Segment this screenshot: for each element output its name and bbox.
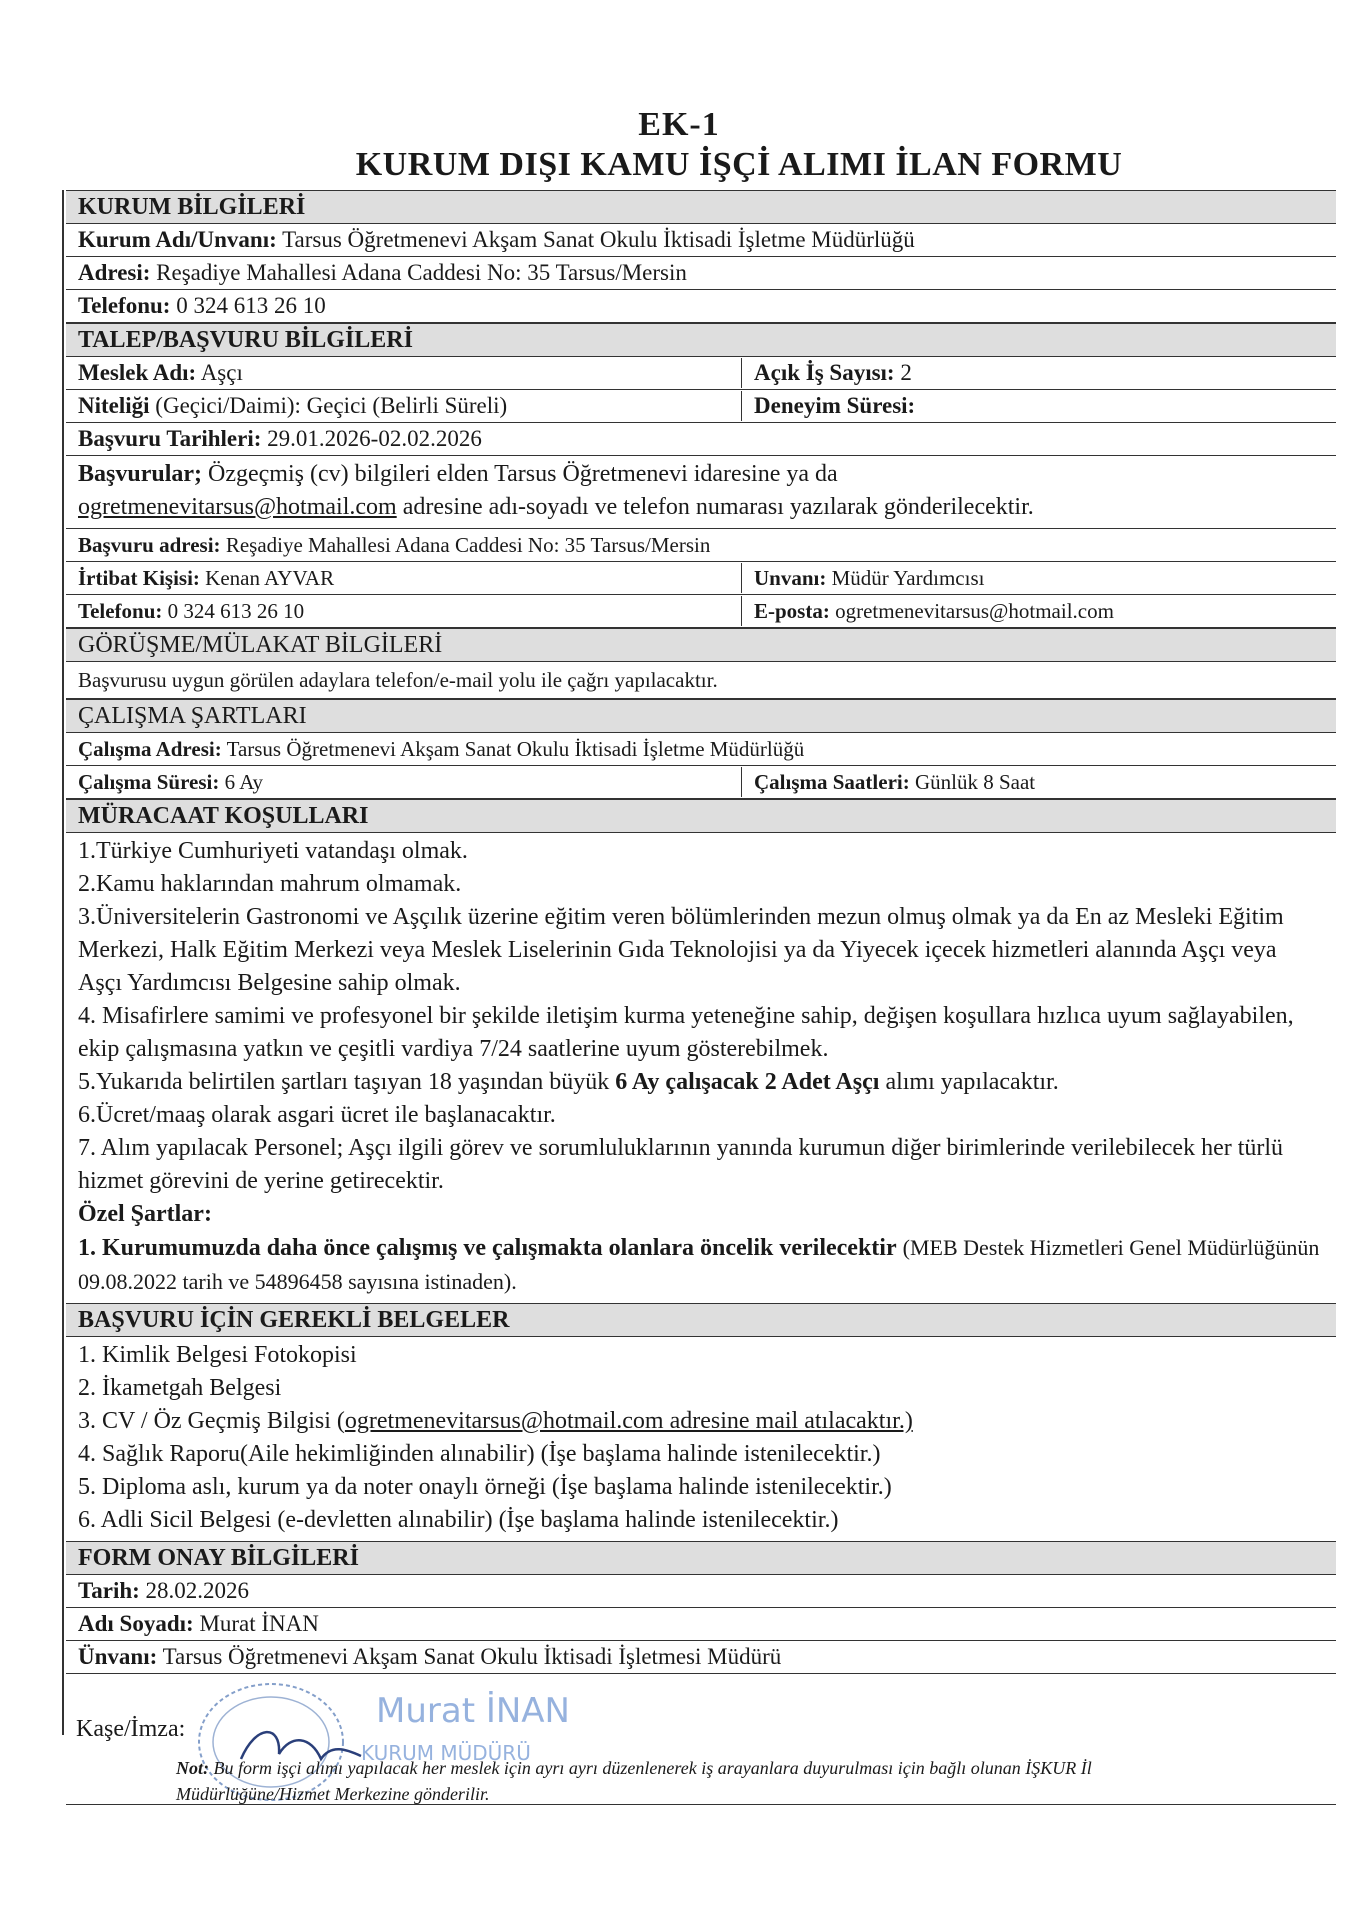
label: Kurum Adı/Unvanı:: [78, 227, 277, 252]
email-value: ogretmenevitarsus@hotmail.com: [835, 599, 1114, 623]
document-title: KURUM DIŞI KAMU İŞÇİ ALIMI İLAN FORMU: [355, 146, 1123, 183]
condition-3: 3.Üniversitelerin Gastronomi ve Aşçılık üzerine eğitim veren bölümlerinden mezun olmuş olmak ya da En az Mesleki Eğitim Merkezi, Halk Eğitim Merkezi veya Meslek Liselerinin Gıda Teknolojisi ya da Yiyecek içecek hizmetleri alanında Aşçı veya Aşçı Yardımcısı Belgesine sahip olmak.: [78, 904, 1284, 996]
basvuru-adres-row: Başvuru adresi: Reşadiye Mahallesi Adana Caddesi No: 35 Tarsus/Mersin: [66, 529, 1336, 562]
kurum-phone-row: Telefonu: 0 324 613 26 10: [66, 290, 1336, 323]
announcement-form: [66, 190, 1336, 1805]
irtibat-contact-row: Telefonu: 0 324 613 26 10 E-posta: ogretmenevitarsus@hotmail.com: [66, 595, 1336, 628]
onay-unvan-row: Ünvanı: Tarsus Öğretmenevi Akşam Sanat Okulu İktisadi İşletmesi Müdürü: [66, 1641, 1336, 1674]
document-2: 2. İkametgah Belgesi: [78, 1375, 282, 1401]
basvurular-block: Başvurular; Özgeçmiş (cv) bilgileri elden Tarsus Öğretmenevi idaresine ya da ogretmenevitarsus@hotmail.com adresine adı-soyadı ve telefon numarası yazılarak gönderilecektir.: [66, 456, 1336, 529]
calisma-adres-row: Çalışma Adresi: Tarsus Öğretmenevi Akşam Sanat Okulu İktisadi İşletme Müdürlüğü: [66, 733, 1336, 766]
belgeler-block: [66, 1337, 1336, 1542]
section-header-gorusme: GÖRÜŞME/MÜLAKAT BİLGİLERİ: [66, 628, 1336, 662]
left-border: [62, 190, 64, 1735]
calisma-sure-row: Çalışma Süresi: 6 Ay Çalışma Saatleri: Günlük 8 Saat: [66, 766, 1336, 799]
kurum-address-row: Adresi: Reşadiye Mahallesi Adana Caddesi No: 35 Tarsus/Mersin: [66, 257, 1336, 290]
document-1: 1. Kimlik Belgesi Fotokopisi: [78, 1342, 357, 1368]
document-code: EK-1: [638, 106, 720, 143]
document-5: 5. Diploma aslı, kurum ya da noter onaylı örneği (İşe başlama halinde istenilecektir.): [78, 1474, 892, 1500]
kase-label: Kaşe/İmza:: [76, 1716, 186, 1742]
stamp-title: KURUM MÜDÜRÜ: [361, 1741, 531, 1765]
condition-1: 1.Türkiye Cumhuriyeti vatandaşı olmak.: [78, 838, 468, 864]
condition-7: 7. Alım yapılacak Personel; Aşçı ilgili görev ve sorumluluklarının yanında kurumun diğer birimlerinde verilebilecek her türlü hizmet görevini de yerine getirecektir.: [78, 1135, 1284, 1194]
special-condition-1: 1. Kurumumuzda daha önce çalışmış ve çalışmakta olanlara öncelik verilecektir (MEB Destek Hizmetleri Genel Müdürlüğünün 09.08.2022 tarih ve 54896458 sayısına istinaden).: [78, 1235, 1320, 1294]
section-header-kurum: KURUM BİLGİLERİ: [66, 190, 1336, 224]
section-header-onay: FORM ONAY BİLGİLERİ: [66, 1542, 1336, 1575]
condition-4: 4. Misafirlere samimi ve profesyonel bir şekilde iletişim kurma yeteneğine sahip, değişen koşullara hızlıca uyum sağlayabilen, ekip çalışmasına yatkın ve çeşitli vardiya 7/24 saatlerine uyum gösterebilmek.: [78, 1003, 1294, 1062]
value: Tarsus Öğretmenevi Akşam Sanat Okulu İktisadi İşletme Müdürlüğü: [282, 227, 915, 252]
document-6: 6. Adli Sicil Belgesi (e-devletten alınabilir) (İşe başlama halinde istenilecektir.): [78, 1507, 839, 1533]
condition-2: 2.Kamu haklarından mahrum olmamak.: [78, 871, 462, 897]
stamp-name: Murat İNAN: [376, 1691, 570, 1731]
footnote: Not: Bu form işçi alımı yapılacak her meslek için ayrı ayrı düzenlenerek iş arayanlara duyurulması için bağlı olunan İŞKUR İl Müdürlüğüne/Hizmet Merkezine gönderilir.: [176, 1758, 1092, 1804]
onay-ad-row: Adı Soyadı: Murat İNAN: [66, 1608, 1336, 1641]
onay-tarih-row: Tarih: 28.02.2026: [66, 1575, 1336, 1608]
document-4: 4. Sağlık Raporu(Aile hekimliğinden alınabilir) (İşe başlama halinde istenilecektir.): [78, 1441, 881, 1467]
section-header-muracaat: MÜRACAAT KOŞULLARI: [66, 799, 1336, 833]
nitelik-row: Niteliği (Geçici/Daimi): Geçici (Belirli Süreli) Deneyim Süresi:: [66, 390, 1336, 423]
meslek-row: Meslek Adı: Aşçı Açık İş Sayısı: 2: [66, 357, 1336, 390]
document-3: 3. CV / Öz Geçmiş Bilgisi (ogretmenevitarsus@hotmail.com adresine mail atılacaktır.): [78, 1408, 913, 1434]
muracaat-block: [66, 833, 1336, 1304]
section-header-talep: TALEP/BAŞVURU BİLGİLERİ: [66, 323, 1336, 357]
basvuru-tarih-row: Başvuru Tarihleri: 29.01.2026-02.02.2026: [66, 423, 1336, 456]
condition-5: 5.Yukarıda belirtilen şartları taşıyan 18 yaşından büyük 6 Ay çalışacak 2 Adet Aşçı alımı yapılacaktır.: [78, 1069, 1059, 1095]
condition-6: 6.Ücret/maaş olarak asgari ücret ile başlanacaktır.: [78, 1102, 556, 1128]
special-conditions-label: Özel Şartlar:: [78, 1201, 212, 1227]
section-header-calisma: ÇALIŞMA ŞARTLARI: [66, 699, 1336, 733]
irtibat-row: İrtibat Kişisi: Kenan AYVAR Unvanı: Müdür Yardımcısı: [66, 562, 1336, 595]
section-header-belgeler: BAŞVURU İÇİN GEREKLİ BELGELER: [66, 1304, 1336, 1337]
email-link[interactable]: ogretmenevitarsus@hotmail.com: [78, 494, 397, 520]
kurum-name-row: [66, 224, 1336, 257]
gorusme-row: Başvurusu uygun görülen adaylara telefon/e-mail yolu ile çağrı yapılacaktır.: [66, 662, 1336, 699]
